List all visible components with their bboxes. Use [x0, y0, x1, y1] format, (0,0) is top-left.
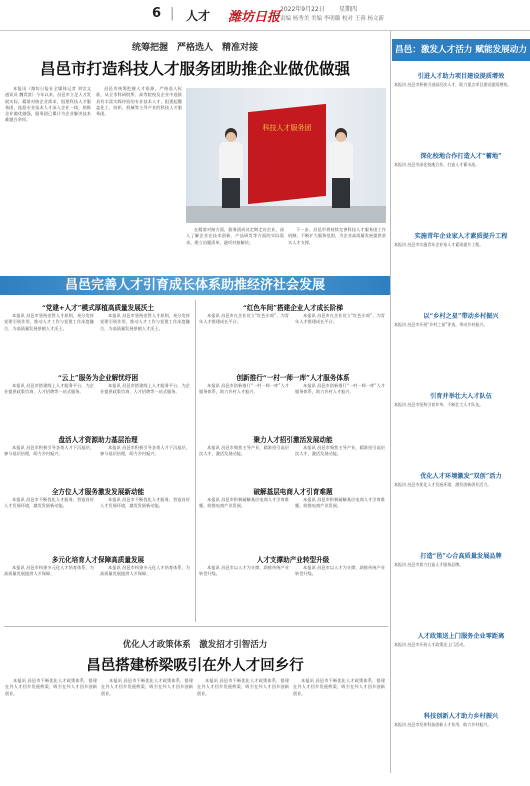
column-divider: [195, 300, 196, 622]
red-banner-flag: [248, 104, 326, 204]
top-article-col-1: 本报讯（潍坊日报社全媒体记者 刘宗文 通讯员 魏青滨）今年以来，昌邑市立足人才发展实际，精准对接企业需求，组建科技人才服务团，选派专业技术人才深入企业一线，助推企业做优做强，服务团已累计为企业解决技术难题百余项。: [5, 86, 91, 123]
top-article-col-3: 在精准对接方面，服务团成员定期走访企业，深入了解企业在技术创新、产品研发等方面的实际需求，建立问题清单，逐项对接解决。: [186, 227, 284, 245]
article-title: 破解基层电商人才引育难题: [253, 488, 333, 496]
article-body: 本报讯 昌邑市聚焦主导产业，精准招引高层次人才，激活发展动能。: [199, 445, 289, 457]
article-title: “党建+人才”模式厚植高质量发展沃土: [41, 304, 155, 312]
sidebar-article-title: 引进人才助力项目建设提质增效: [417, 73, 505, 80]
issue-date: 2022年9月22日: [280, 6, 325, 13]
article-body: 本报讯 昌邑市积极引导各类人才下沉基层，参与基层治理，助力乡村振兴。: [4, 445, 94, 457]
bottom-headline: 昌邑搭建桥梁吸引在外人才回乡行: [86, 657, 304, 674]
sidebar: [392, 31, 530, 773]
bottom-article-col-2: 本报讯 昌邑市不断优化人才政策体系，搭建在外人才回乡发展桥梁，吸引在外人才回乡创新创业。: [101, 678, 193, 696]
sidebar-article-body: 本报讯 昌邑市积极引进高层次人才，助力重点项目建设提质增效。: [394, 82, 512, 87]
sidebar-banner: 昌邑：激发人才活力 赋能发展动力: [392, 39, 530, 61]
sidebar-article-body: 本报讯 昌邑市坚持引育并举，不断壮大人才队伍。: [394, 402, 484, 407]
sidebar-article-body: 本报讯 昌邑市发挥科技创新人才作用，助力乡村振兴。: [394, 722, 492, 727]
sidebar-article-title: 优化人才环境激发“双创”活力: [420, 473, 502, 480]
top-article-col-2: 昌邑市统筹把握人才资源，严格选人标准，从全市科研院所、高等院校及企业中选拔具有丰富实践经验的专业技术人才，组建起覆盖化工、纺织、机械等主导产业的科技人才服务团。: [96, 86, 182, 117]
top-headline: 昌邑市打造科技人才服务团助推企业做优做强: [39, 59, 350, 78]
article-body: 本报讯 昌邑市构建多元化人才培育体系，为高质量发展提供人才保障。: [4, 565, 94, 577]
sidebar-article-body: 本报讯 昌邑市开展人才政策送上门活动。: [394, 642, 468, 647]
sidebar-article-title: 以“乡村之星”带动乡村振兴: [423, 313, 499, 320]
sidebar-article-title: 人才政策送上门服务企业零距离: [417, 633, 505, 640]
person-right: [328, 128, 354, 208]
sidebar-article-body: 本报讯 昌邑市深化校地合作，打造人才蓄水池。: [394, 162, 480, 167]
article-title: “红色车间”搭建企业人才成长阶梯: [243, 304, 343, 312]
bottom-divider: [4, 626, 388, 627]
issue-weekday: 星期四: [339, 6, 358, 13]
article-body: 本报讯 昌邑市以人才为支撑，助推传统产业转型升级。: [199, 565, 289, 577]
article-title: 人才支撑助产业转型升级: [256, 556, 330, 564]
article-title: 盘活人才资源助力基层治理: [58, 436, 138, 444]
section-name: 人才: [186, 9, 211, 23]
article-body: 本报讯 昌邑市构建多元化人才培育体系，为高质量发展提供人才保障。: [100, 565, 190, 577]
bottom-kicker: 优化人才政策体系 激发招才引智活力: [122, 640, 268, 650]
sidebar-article-body: 本报讯 昌邑市优化人才发展环境，激发创新创业活力。: [394, 482, 492, 487]
flag-caption: 科技人才服务团: [262, 124, 312, 132]
sidebar-article-title: 打造“邑”心合高质量发展品牌: [420, 553, 502, 560]
sidebar-article-body: 本报讯 昌邑市开展“乡村之星”评选，带动乡村振兴。: [394, 322, 488, 327]
sidebar-article-title: 实施青年企业家人才素质提升工程: [414, 233, 508, 240]
article-body: 本报讯 昌邑市积极破解基层电商人才引育难题，助推电商产业发展。: [199, 497, 289, 509]
article-body: 本报讯 昌邑市不断优化人才服务，营造良好人才发展环境，激发发展新动能。: [100, 497, 190, 509]
article-title: 创新推行“一村一师一库”人才服务体系: [236, 374, 350, 382]
article-body: 本报讯 昌邑市搭建线上人才服务平台，为企业提供政策咨询、人才招聘等一站式服务。: [4, 383, 94, 395]
top-kicker: 统筹把握 严格选人 精准对接: [131, 43, 258, 53]
article-body: 本报讯 昌邑市积极破解基层电商人才引育难题，助推电商产业发展。: [295, 497, 385, 509]
article-body: 本报讯 昌邑市搭建线上人才服务平台，为企业提供政策咨询、人才招聘等一站式服务。: [100, 383, 190, 395]
masthead-divider: |: [170, 6, 175, 21]
sidebar-divider: [390, 31, 391, 773]
sidebar-article-title: 引育并举壮大人才队伍: [430, 393, 492, 400]
sidebar-article-title: 深化校地合作打造人才“蓄地”: [420, 153, 502, 160]
article-body: 本报讯 昌邑市坚持党管人才原则，充分发挥党建引领作用，推动人才工作与党建工作深度融合，为高质量发展厚植人才沃土。: [4, 313, 94, 331]
bottom-article-col-1: 本报讯 昌邑市不断优化人才政策体系，搭建在外人才回乡发展桥梁，吸引在外人才回乡创新创业。: [5, 678, 97, 696]
page-number: 6: [152, 6, 162, 21]
sidebar-article-title: 科技创新人才助力乡村振兴: [423, 713, 499, 720]
person-left: [218, 128, 244, 208]
section-banner: 昌邑完善人才引育成长体系助推经济社会发展: [0, 276, 390, 295]
article-body: 本报讯 昌邑市聚焦主导产业，精准招引高层次人才，激活发展动能。: [295, 445, 385, 457]
article-body: 本报讯 昌邑市创新推行“一村一师一库”人才服务体系，助力乡村人才振兴。: [199, 383, 289, 395]
newspaper-logo: 潍坊日报: [228, 10, 281, 25]
article-title: “云上”服务为企业解忧纾困: [57, 374, 139, 382]
article-title: 多元化培育人才保障高质量发展: [51, 556, 145, 564]
article-body: 本报讯 昌邑市创新推行“一村一师一库”人才服务体系，助力乡村人才振兴。: [295, 383, 385, 395]
sidebar-article-body: 本报讯 昌邑市着力打造人才服务品牌。: [394, 562, 464, 567]
top-article-col-4: 下一步，昌邑市将持续完善科技人才服务团工作机制，不断扩大服务范围，为企业高质量发展提供坚实人才支撑。: [288, 227, 386, 245]
article-body: 本报讯 昌邑市积极引导各类人才下沉基层，参与基层治理，助力乡村振兴。: [100, 445, 190, 457]
editor-credits: 责编 杨秀美 美编 李明璐 校对 王蓉 杨文新: [280, 16, 384, 22]
masthead: [0, 0, 530, 31]
bottom-article-col-3: 本报讯 昌邑市不断优化人才政策体系，搭建在外人才回乡发展桥梁，吸引在外人才回乡创新创业。: [197, 678, 289, 696]
news-photo: [186, 88, 386, 223]
article-title: 聚力人才招引激活发展动能: [253, 436, 333, 444]
sidebar-article-body: 本报讯 昌邑市实施青年企业家人才素质提升工程。: [394, 242, 484, 247]
bottom-article-col-4: 本报讯 昌邑市不断优化人才政策体系，搭建在外人才回乡发展桥梁，吸引在外人才回乡创新创业。: [293, 678, 385, 696]
article-body: 本报讯 昌邑市不断优化人才服务，营造良好人才发展环境，激发发展新动能。: [4, 497, 94, 509]
article-body: 本报讯 昌邑市在企业设立“红色车间”，为青年人才搭建成长平台。: [295, 313, 385, 325]
article-body: 本报讯 昌邑市在企业设立“红色车间”，为青年人才搭建成长平台。: [199, 313, 289, 325]
article-body: 本报讯 昌邑市坚持党管人才原则，充分发挥党建引领作用，推动人才工作与党建工作深度融合，为高质量发展厚植人才沃土。: [100, 313, 190, 331]
article-title: 全方位人才服务激发发展新动能: [51, 488, 145, 496]
article-body: 本报讯 昌邑市以人才为支撑，助推传统产业转型升级。: [295, 565, 385, 577]
